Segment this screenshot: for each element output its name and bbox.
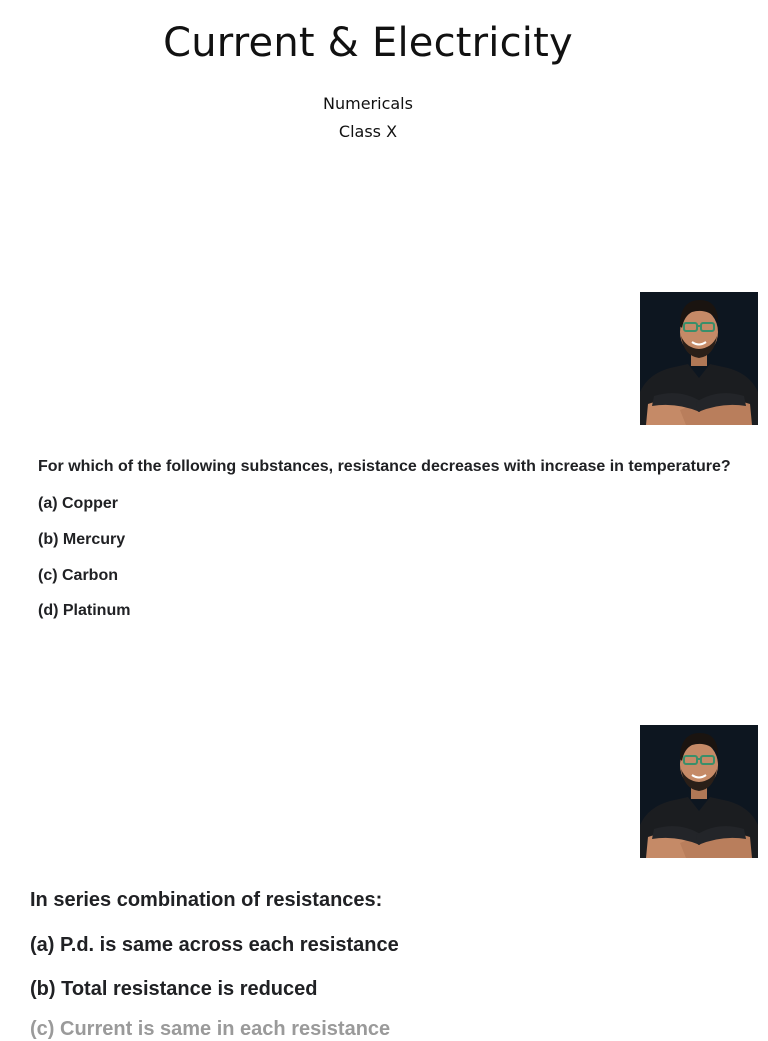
question-1-option-a: (a) Copper [38, 495, 118, 512]
question-2-option-c: (c) Current is same in each resistance [30, 1018, 391, 1040]
question-1-option-b: (b) Mercury [38, 531, 126, 548]
question-1-text: For which of the following substances, resistance decreases with increase in temperature? [38, 458, 731, 475]
teacher-photo [640, 292, 758, 425]
question-1-option-d: (d) Platinum [38, 602, 131, 619]
page-title: Current & Electricity [163, 20, 573, 66]
question-2-text: In series combination of resistances: [30, 889, 383, 911]
question-2-option-a: (a) P.d. is same across each resistance [30, 934, 399, 956]
question-2-option-b: (b) Total resistance is reduced [30, 978, 318, 1000]
teacher-portrait-image [640, 292, 758, 425]
subtitle-numericals: Numericals [323, 94, 413, 113]
teacher-photo [640, 725, 758, 858]
teacher-portrait-image [640, 725, 758, 858]
subtitle-class: Class X [338, 122, 398, 141]
question-1-option-c: (c) Carbon [38, 567, 118, 584]
